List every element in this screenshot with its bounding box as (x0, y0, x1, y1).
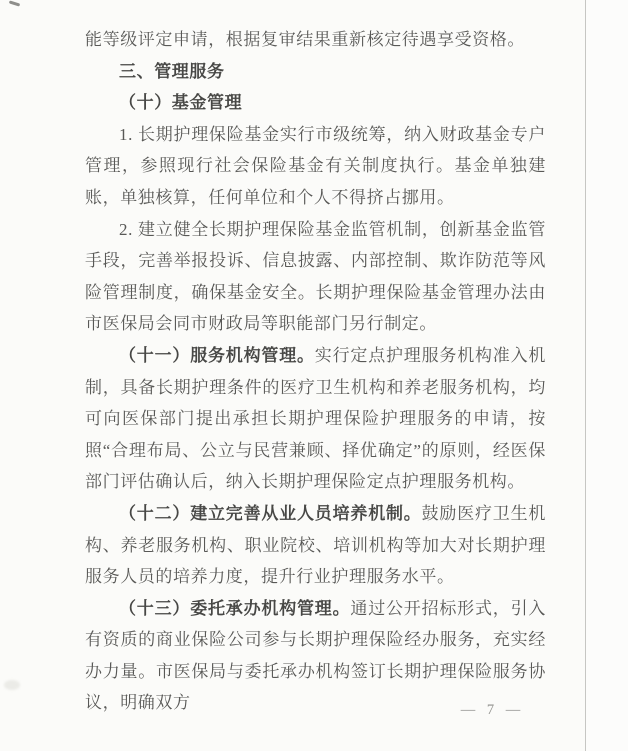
paragraph-continuation (85, 24, 546, 56)
paragraph-text: 实行定点护理服务机构准入机制，具备长期护理条件的医疗卫生机构和养老服务机构，均可向医保部门提出承担长期护理保险护理服务的申请，按照“合理布局、公立与民营兼顾、择优确定”的原则，经医保部门评估确认后，纳入长期护理保险定点护理服务机构。 (85, 345, 546, 492)
section-heading-fund-management (85, 87, 546, 119)
paragraph-text: 能等级评定申请，根据复审结果重新核定待遇享受资格。 (85, 30, 525, 49)
paragraph-text: 1. 长期护理保险基金实行市级统筹，纳入财政基金专户管理，参照现行社会保险基金有关制度执行。基金单独建账，单独核算，任何单位和个人不得挤占挪用。 (85, 124, 546, 207)
paragraph-lead: （十三）委托承办机构管理。 (119, 598, 351, 618)
section-heading-management-services (85, 56, 546, 88)
paragraph-fund-pooling (85, 119, 546, 214)
paragraph-service-institution-management (85, 340, 546, 498)
heading-text: 三、管理服务 (119, 61, 225, 81)
paragraph-fund-supervision (85, 214, 546, 340)
paragraph-lead: （十二）建立完善从业人员培养机制。 (119, 503, 422, 523)
page-number: — 7 — (460, 702, 525, 718)
paragraph-text: 通过公开招标形式，引入有资质的商业保险公司参与长期护理保险经办服务，充实经办力量。市医保局与委托承办机构签订长期护理保险服务协议，明确双方 (85, 598, 546, 713)
paragraph-personnel-training (85, 498, 546, 593)
paragraph-lead: （十一）服务机构管理。 (119, 345, 315, 365)
paragraph-text: 2. 建立健全长期护理保险基金监管机制，创新基金监管手段，完善举报投诉、信息披露、内部控制、欺诈防范等风险管理制度，确保基金安全。长期护理保险基金管理办法由市医保局会同市财政局等职能部门另行制定。 (85, 219, 546, 334)
scan-right-margin (586, 0, 628, 751)
scan-smudge (4, 680, 20, 690)
paragraph-text: 鼓励医疗卫生机构、养老服务机构、职业院校、培训机构等加大对长期护理服务人员的培养力度，提升行业护理服务水平。 (85, 503, 547, 587)
paragraph-entrusted-agency-management (85, 593, 546, 719)
heading-text: （十）基金管理 (119, 93, 243, 113)
document-body (85, 24, 546, 719)
scan-speck-icon (9, 0, 20, 6)
